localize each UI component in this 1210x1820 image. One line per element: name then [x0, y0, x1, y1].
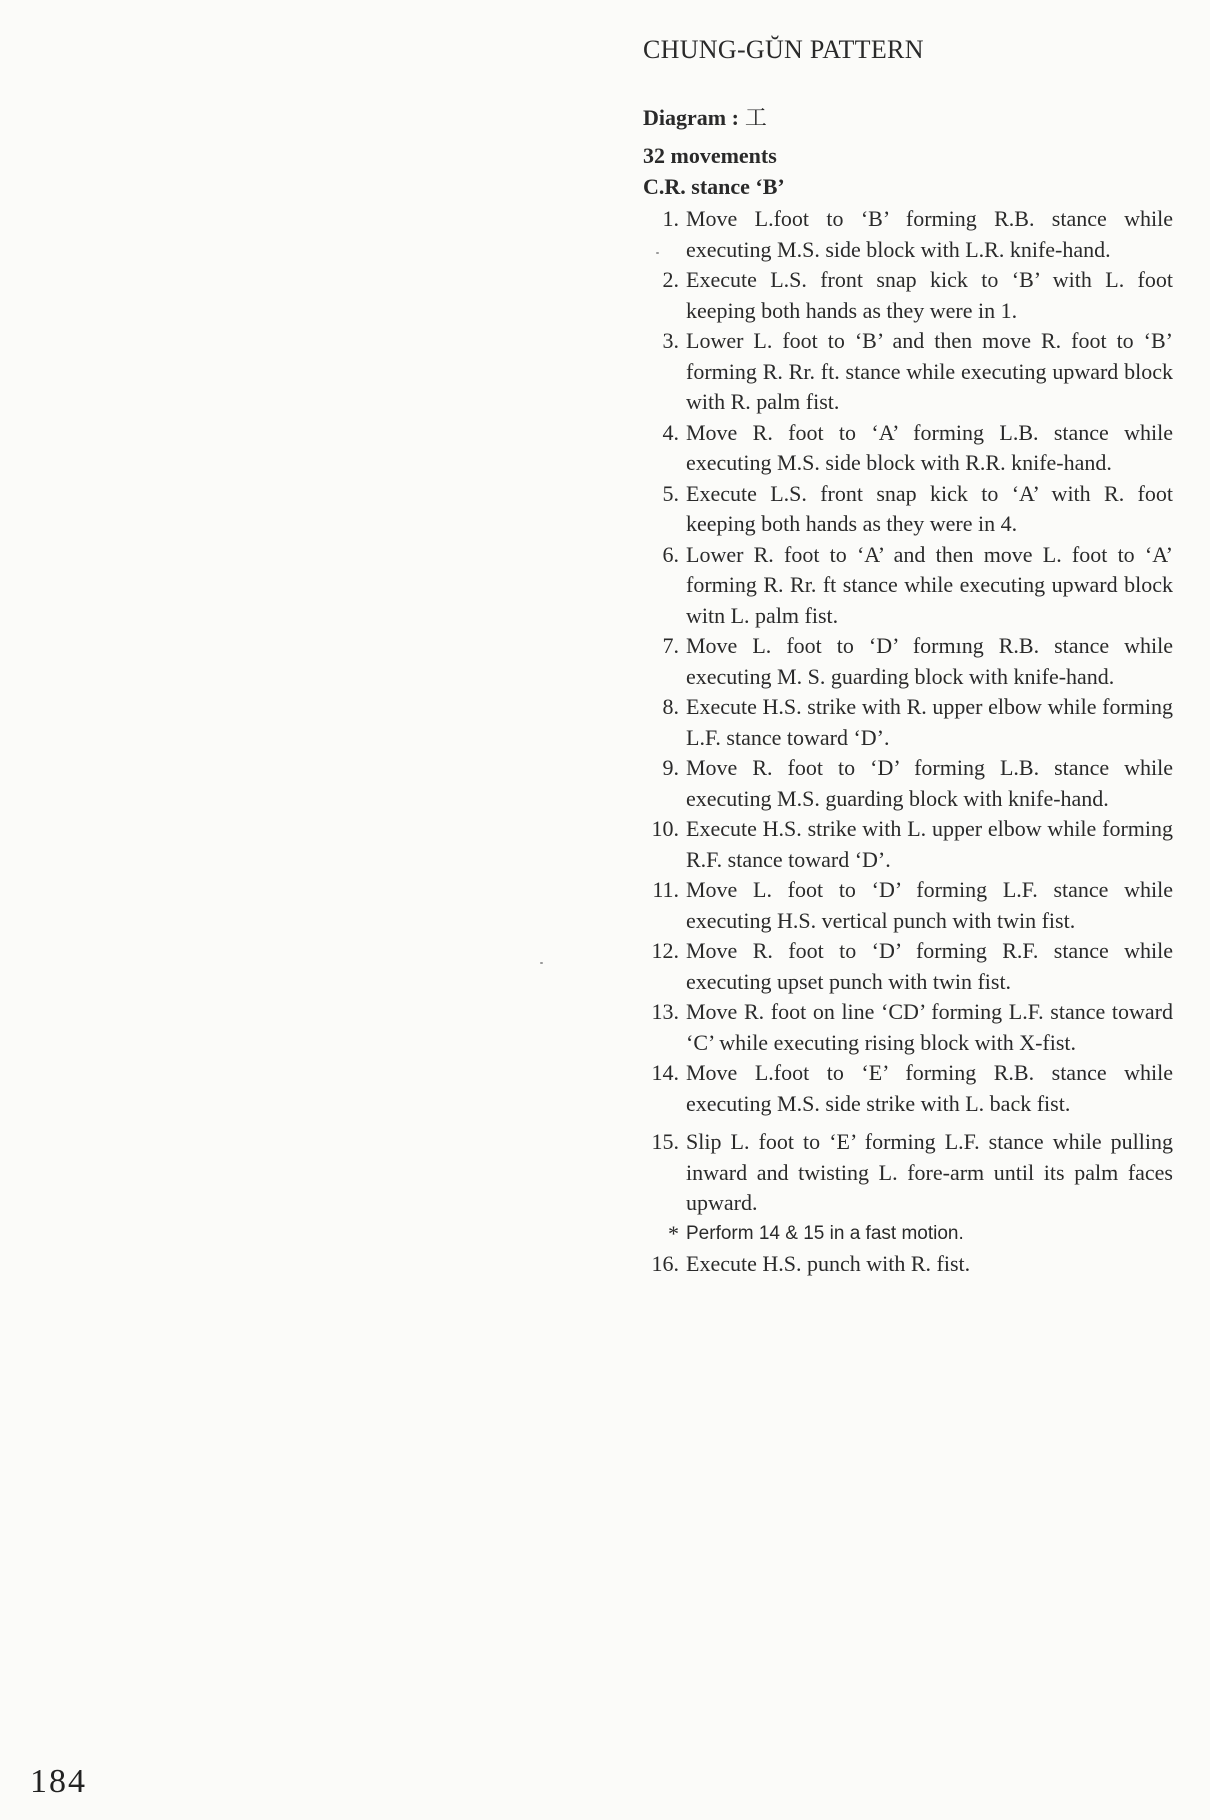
movement-item-final	[643, 1249, 1173, 1280]
movement-item	[643, 326, 1173, 418]
movement-item	[643, 540, 1173, 632]
movement-text: Move L. foot to ‘D’ formıng R.B. stance while executing M. S. guarding block with knife-hand.	[686, 633, 1173, 689]
movement-number: 4.	[662, 419, 679, 445]
movement-number: 5.	[662, 480, 679, 506]
movement-text: Execute L.S. front snap kick to ‘B’ with L. foot keeping both hands as they were in 1.	[686, 267, 1173, 323]
page-title: CHUNG-GŬN PATTERN	[643, 35, 924, 64]
movement-item	[643, 1127, 1173, 1219]
movement-number: 8.	[662, 694, 679, 719]
movement-number: 9.	[662, 755, 679, 780]
movement-number: 6.	[662, 541, 679, 567]
movement-number: 3.	[662, 328, 679, 353]
movement-item	[643, 631, 1173, 692]
paper-speck	[540, 962, 543, 964]
movement-text: Lower L. foot to ‘B’ and then move R. foot to ‘B’ forming R. Rr. ft. stance while executing upward block with R. palm fist.	[686, 328, 1173, 414]
movement-list	[643, 204, 1173, 1219]
movement-number: 16.	[651, 1250, 679, 1276]
movement-text: Execute H.S. strike with L. upper elbow while forming R.F. stance toward ‘D’.	[686, 816, 1173, 872]
movement-number: 14.	[651, 1060, 679, 1085]
movement-item	[643, 692, 1173, 753]
movement-text: Lower R. foot to ‘A’ and then move L. foot to ‘A’ forming R. Rr. ft stance while executing upward block witn L. palm fist.	[686, 541, 1173, 628]
movement-item	[643, 997, 1173, 1058]
movement-number: 2.	[662, 267, 679, 292]
movement-item	[643, 936, 1173, 997]
movement-number: 10.	[651, 816, 679, 841]
movement-item	[643, 1058, 1173, 1119]
ready-stance: C.R. stance ‘B’	[643, 174, 785, 199]
movement-text: Move L.foot to ‘E’ forming R.B. stance while executing M.S. side strike with L. back fist.	[686, 1060, 1173, 1116]
paper-speck	[656, 252, 659, 254]
movement-number: 15.	[651, 1129, 679, 1154]
movement-number: 13.	[651, 999, 679, 1024]
movement-text: Move R. foot to ‘A’ forming L.B. stance while executing M.S. side block with R.R. knife-hand.	[686, 419, 1173, 475]
movement-item	[643, 875, 1173, 936]
movement-text: Move L. foot to ‘D’ forming L.F. stance while executing H.S. vertical punch with twin fist.	[686, 877, 1173, 933]
movement-item	[643, 418, 1173, 479]
asterisk-icon: *	[668, 1220, 679, 1246]
movement-number: 1.	[662, 206, 679, 231]
movement-item	[643, 265, 1173, 326]
performance-note	[643, 1219, 1173, 1249]
movement-text: Execute H.S. punch with R. fist.	[686, 1250, 971, 1276]
movement-text: Move R. foot to ‘D’ forming R.F. stance while executing upset punch with twin fist.	[686, 938, 1173, 994]
movement-text: Slip L. foot to ‘E’ forming L.F. stance while pulling inward and twisting L. fore-arm until its palm faces upward.	[686, 1129, 1173, 1215]
diagram-symbol-icon: 工	[744, 106, 767, 131]
movement-number: 7.	[662, 633, 679, 658]
movement-text: Execute L.S. front snap kick to ‘A’ with R. foot keeping both hands as they were in 4.	[686, 480, 1173, 536]
pattern-column	[643, 30, 1173, 1279]
movement-text: Move R. foot on line ‘CD’ forming L.F. stance toward ‘C’ while executing rising block with X-fist.	[686, 999, 1173, 1055]
movement-text: Move R. foot to ‘D’ forming L.B. stance while executing M.S. guarding block with knife-hand.	[686, 755, 1173, 811]
pattern-meta	[643, 102, 1173, 202]
movement-item	[643, 753, 1173, 814]
movement-number: 12.	[651, 938, 679, 963]
movement-number: 11.	[652, 877, 679, 902]
movement-item	[643, 814, 1173, 875]
movement-text: Execute H.S. strike with R. upper elbow while forming L.F. stance toward ‘D’.	[686, 694, 1173, 750]
diagram-label: Diagram :	[643, 105, 739, 130]
page-number: 184	[30, 1763, 87, 1800]
note-text: Perform 14 & 15 in a fast motion.	[686, 1222, 964, 1244]
movement-count: 32 movements	[643, 143, 777, 168]
movement-item	[643, 204, 1173, 265]
movement-text: Move L.foot to ‘B’ forming R.B. stance while executing M.S. side block with L.R. knife-hand.	[686, 206, 1173, 262]
movement-item	[643, 479, 1173, 540]
diagram-line	[643, 102, 1173, 134]
